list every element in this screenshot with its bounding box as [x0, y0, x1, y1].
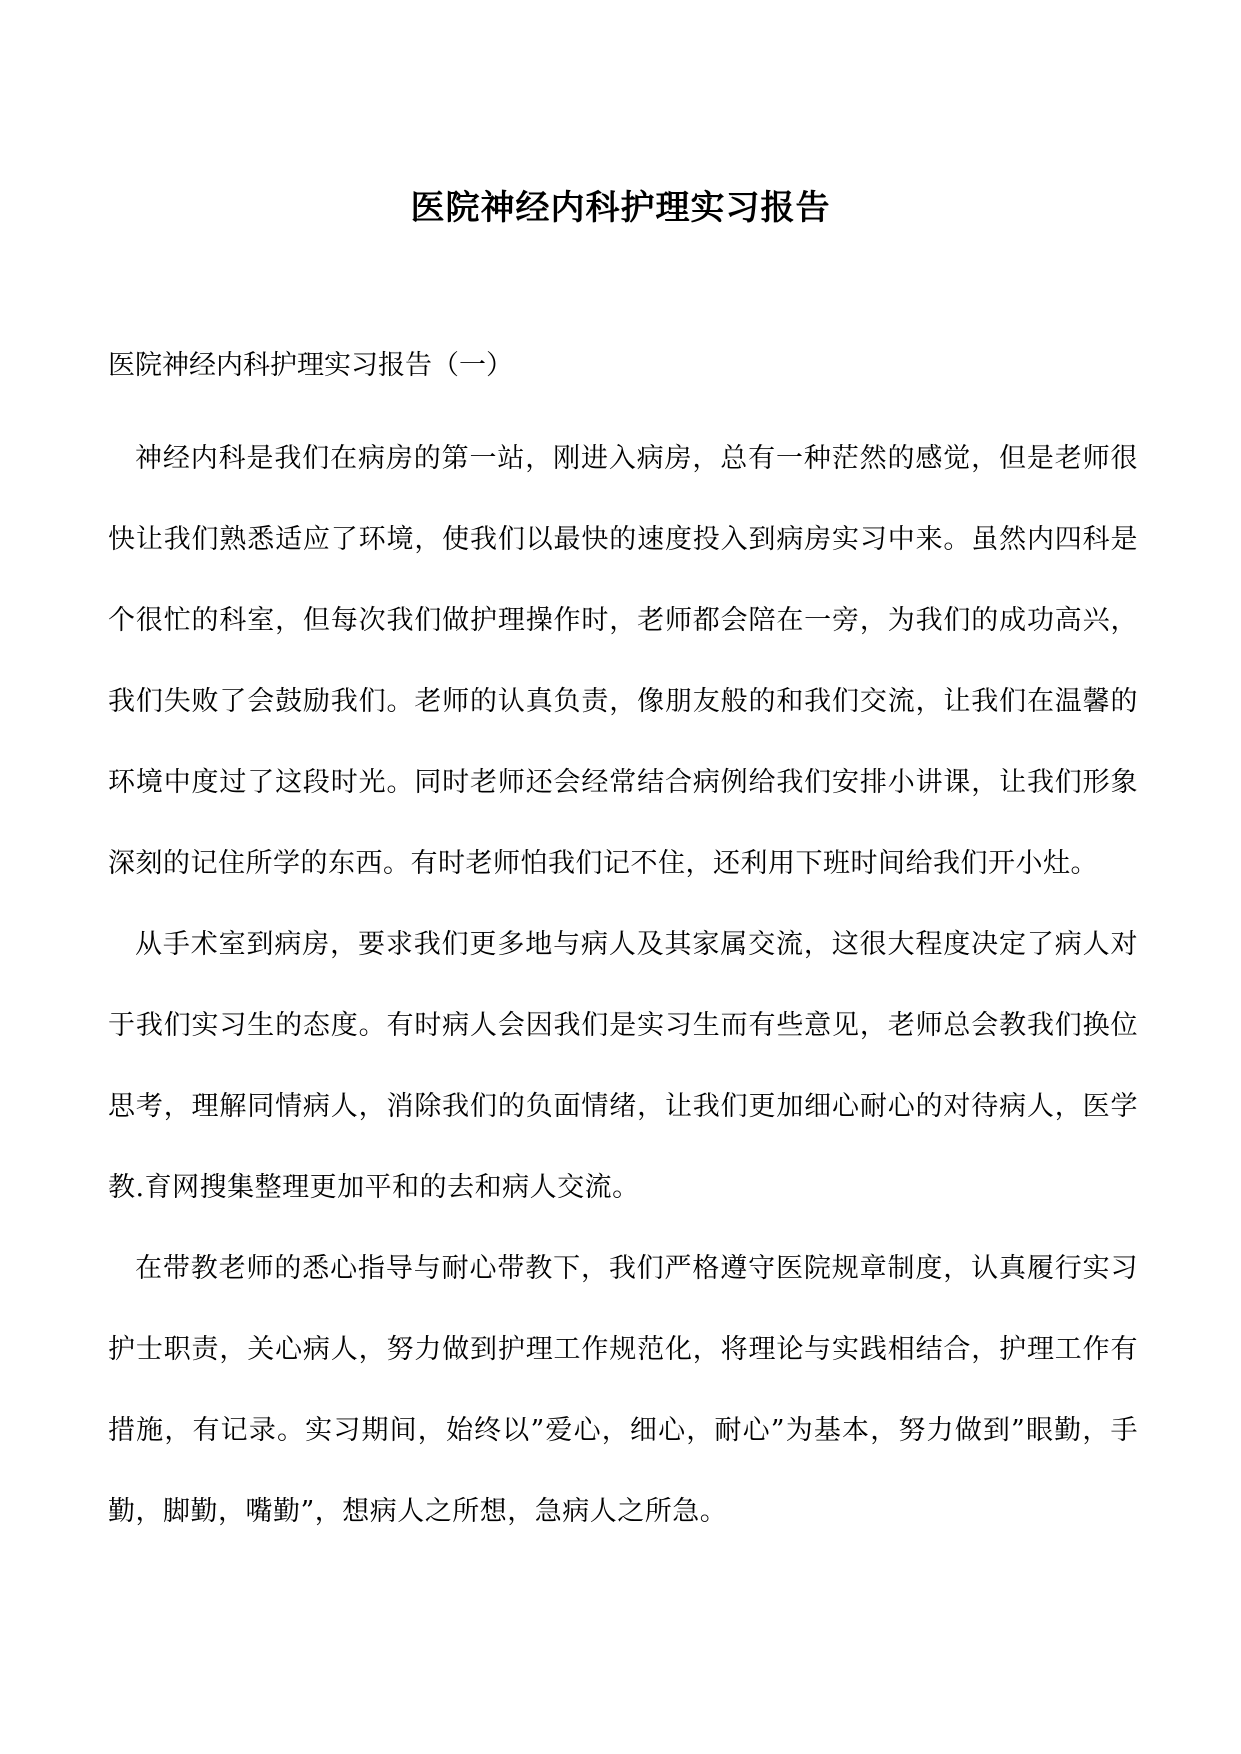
paragraph: 在带教老师的悉心指导与耐心带教下，我们严格遵守医院规章制度，认真履行实习护士职责，关心病人，努力做到护理工作规范化，将理论与实践相结合，护理工作有措施，有记录。实习期间，始终以”爱心，细心，耐心”为基本，努力做到”眼勤，手勤，脚勤，嘴勤”，想病人之所想，急病人之所急。 — [108, 1253, 1138, 1527]
paragraph: 神经内科是我们在病房的第一站，刚进入病房，总有一种茫然的感觉，但是老师很快让我们熟悉适应了环境，使我们以最快的速度投入到病房实习中来。虽然内四科是个很忙的科室，但每次我们做护理操作时，老师都会陪在一旁，为我们的成功高兴，我们失败了会鼓励我们。老师的认真负责，像朋友般的和我们交流，让我们在温馨的环境中度过了这段时光。同时老师还会经常结合病例给我们安排小讲课，让我们形象深刻的记住所学的东西。有时老师怕我们记不住，还利用下班时间给我们开小灶。 — [108, 443, 1138, 879]
section-heading: 医院神经内科护理实习报告（一） — [108, 350, 513, 381]
paragraph: 从手术室到病房，要求我们更多地与病人及其家属交流，这很大程度决定了病人对于我们实习生的态度。有时病人会因我们是实习生而有些意见，老师总会教我们换位思考，理解同情病人，消除我们的负面情绪，让我们更加细心耐心的对待病人，医学教.育网搜集整理更加平和的去和病人交流。 — [108, 929, 1138, 1203]
document-title: 医院神经内科护理实习报告 — [410, 187, 831, 228]
document-body — [108, 336, 1138, 1552]
